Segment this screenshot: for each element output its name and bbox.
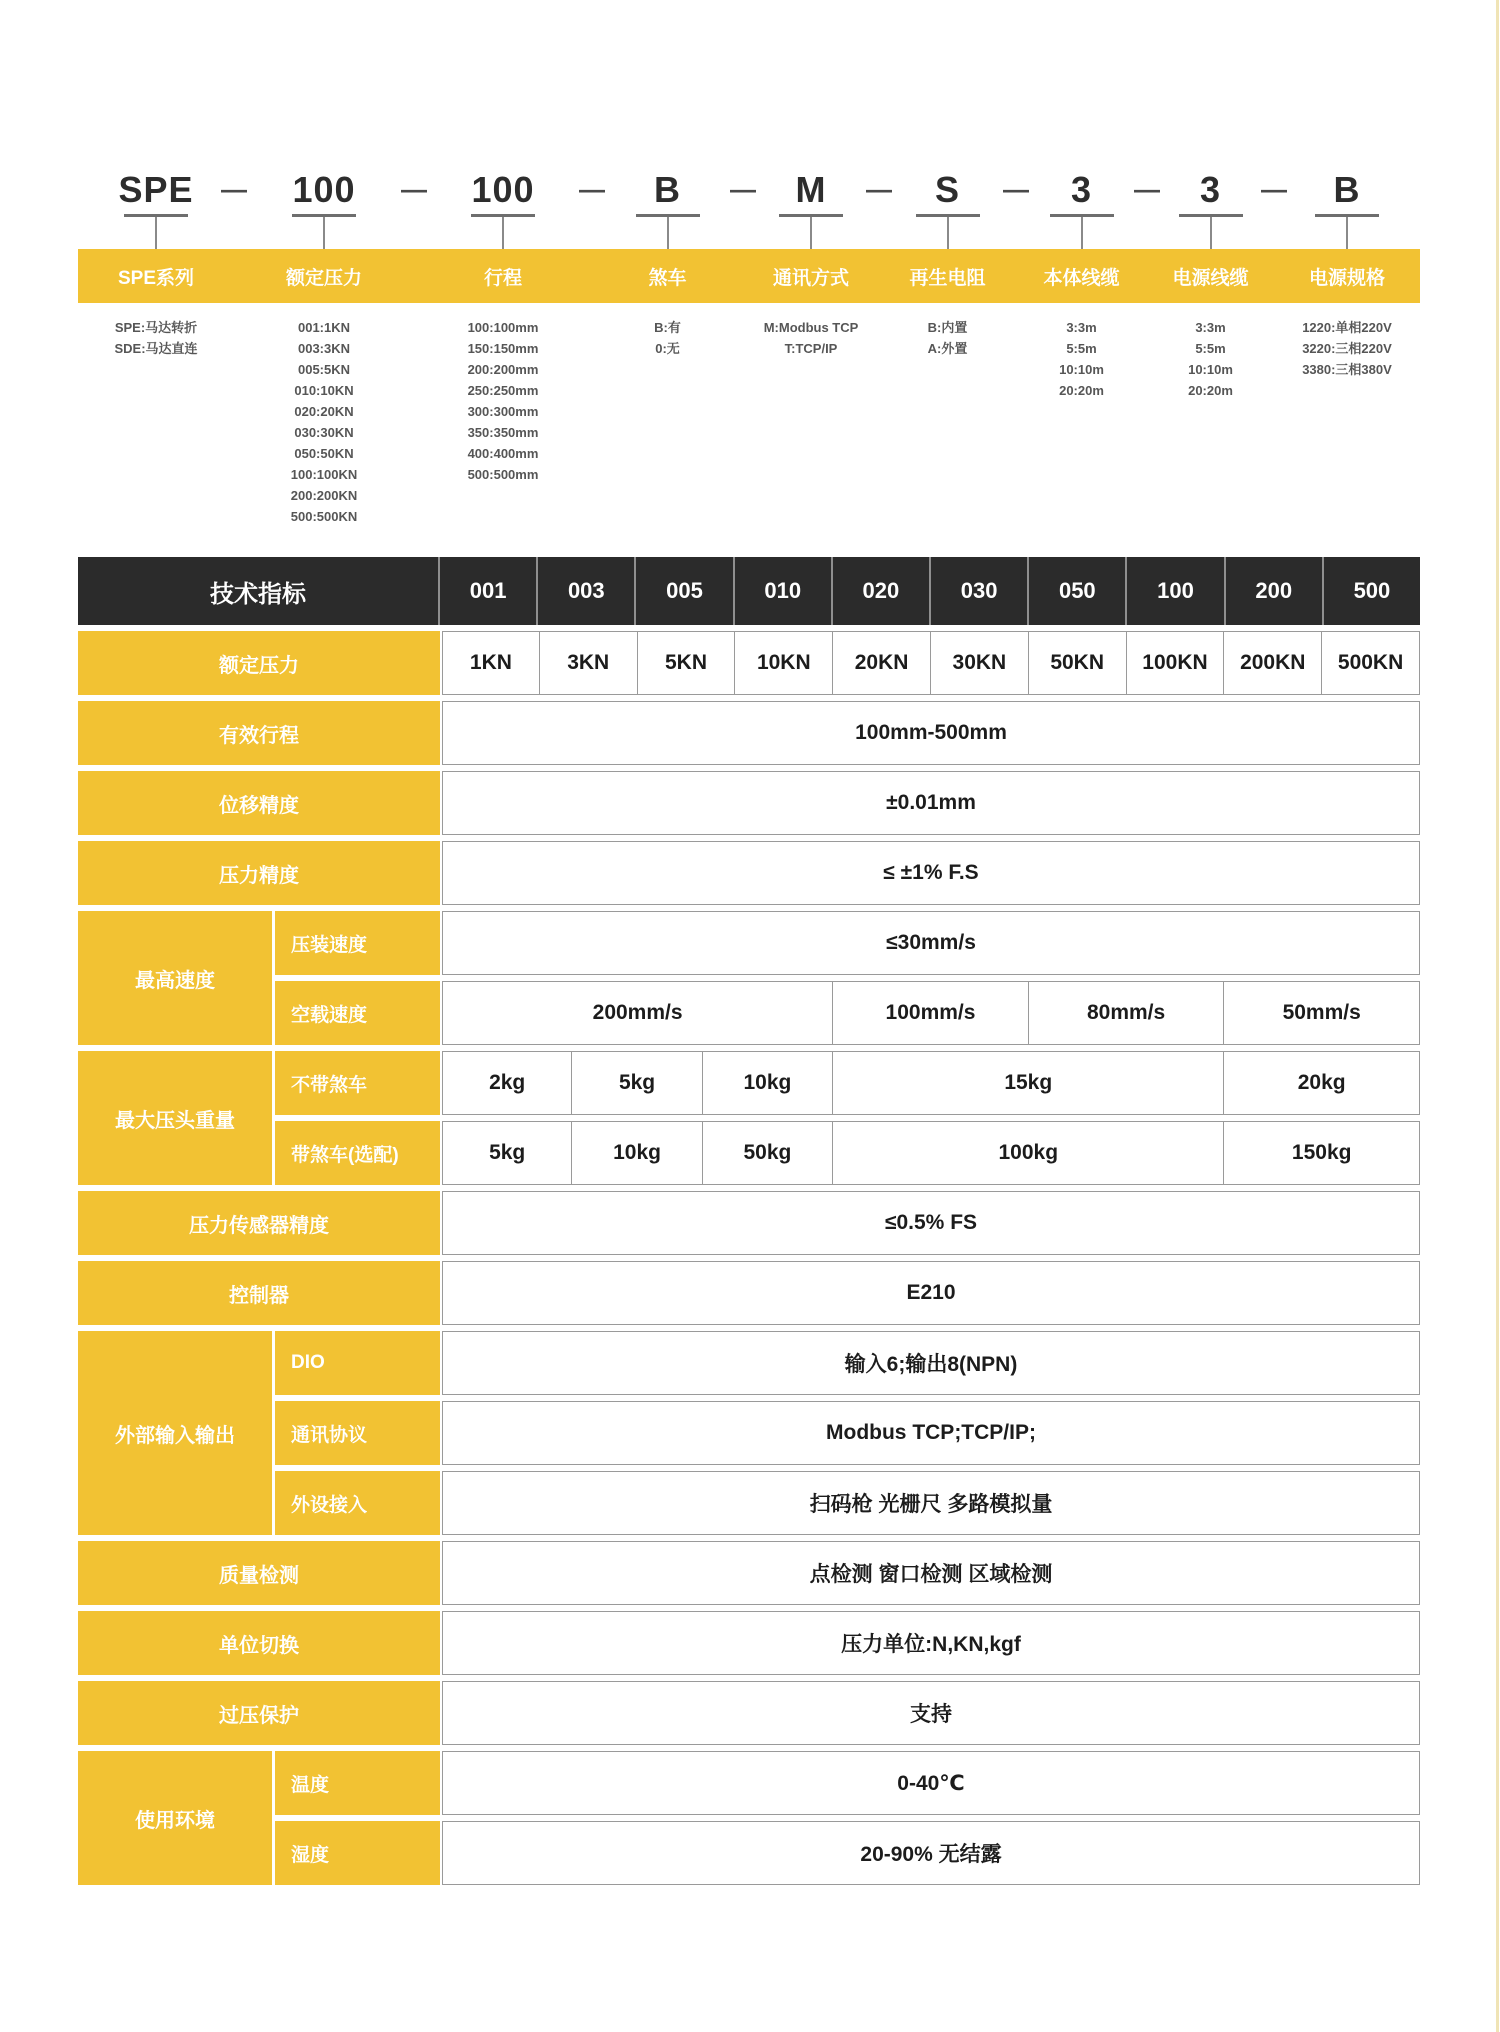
sub-row-label: 带煞车(选配) <box>275 1121 440 1185</box>
value-cell: 5kg <box>442 1121 572 1185</box>
model-code-options <box>78 303 1420 527</box>
value-cell: 支持 <box>442 1681 1420 1745</box>
table-group-row <box>78 911 1420 1045</box>
value-cell: ≤0.5% FS <box>442 1191 1420 1255</box>
code-separator: — <box>579 174 605 204</box>
code-part: 100 <box>292 169 356 210</box>
model-code-column <box>879 169 1029 249</box>
table-row <box>78 1611 1420 1675</box>
option-item: 400:400mm <box>467 446 539 461</box>
value-cell: 30KN <box>931 631 1029 695</box>
segment-label: 电源规格 <box>1308 267 1385 289</box>
option-item: 500:500mm <box>467 467 539 482</box>
option-list <box>1274 303 1420 527</box>
table-sub-row <box>275 1121 1420 1185</box>
value-cell: 0-40℃ <box>442 1751 1420 1815</box>
row-values <box>442 1471 1420 1535</box>
table-header-cell: 200 <box>1224 557 1322 625</box>
option-item: 003:3KN <box>297 341 351 356</box>
option-item: 150:150mm <box>467 341 539 356</box>
row-values <box>442 981 1420 1045</box>
value-cell: Modbus TCP;TCP/IP; <box>442 1401 1420 1465</box>
value-cell: ≤30mm/s <box>442 911 1420 975</box>
value-cell: 100KN <box>1127 631 1225 695</box>
table-row <box>78 1261 1420 1325</box>
value-cell: 2kg <box>442 1051 572 1115</box>
sub-row-label: 不带煞车 <box>275 1051 440 1115</box>
row-values <box>442 1051 1420 1115</box>
value-cell: 1KN <box>442 631 540 695</box>
table-row <box>78 1541 1420 1605</box>
option-item: 050:50KN <box>294 446 354 461</box>
model-code-column <box>78 169 247 249</box>
sub-row-label: 压装速度 <box>275 911 440 975</box>
table-sub-row <box>275 1051 1420 1115</box>
value-cell: 10kg <box>703 1051 833 1115</box>
table-header <box>78 557 1420 625</box>
value-cell: ±0.01mm <box>442 771 1420 835</box>
code-connector-line <box>947 217 949 249</box>
code-part: S <box>934 169 960 210</box>
row-label: 质量检测 <box>78 1541 440 1605</box>
option-item: B:有 <box>654 320 681 335</box>
group-label: 使用环境 <box>78 1751 272 1885</box>
table-sub-row <box>275 1821 1420 1885</box>
model-code-column <box>1274 169 1420 249</box>
table-sub-row <box>275 1331 1420 1395</box>
model-code-band <box>78 249 1420 303</box>
table-header-cell: 020 <box>831 557 929 625</box>
option-item: 0:无 <box>655 341 680 356</box>
segment-label: 行程 <box>483 267 522 289</box>
sub-row-label: 湿度 <box>275 1821 440 1885</box>
group-body <box>275 911 1420 1045</box>
row-values <box>442 1121 1420 1185</box>
option-list <box>743 303 879 527</box>
option-item: 10:10m <box>1188 362 1233 377</box>
value-cell: 3KN <box>540 631 638 695</box>
segment-label: 额定压力 <box>285 267 362 289</box>
table-header-cell: 010 <box>733 557 831 625</box>
table-header-cell: 100 <box>1125 557 1223 625</box>
option-item: 030:30KN <box>294 425 354 440</box>
group-label: 最高速度 <box>78 911 272 1045</box>
value-cell: 10kg <box>572 1121 702 1185</box>
table-group-row <box>78 1051 1420 1185</box>
table-header-cell: 003 <box>536 557 634 625</box>
value-cell: 100mm-500mm <box>442 701 1420 765</box>
table-group-row <box>78 1751 1420 1885</box>
row-label: 额定压力 <box>78 631 440 695</box>
option-item: 3380:三相380V <box>1302 362 1392 377</box>
value-cell: 10KN <box>735 631 833 695</box>
option-item: SDE:马达直连 <box>114 341 198 356</box>
table-header-cell: 005 <box>634 557 732 625</box>
row-values <box>442 1751 1420 1815</box>
option-list <box>414 303 592 527</box>
row-label: 过压保护 <box>78 1681 440 1745</box>
code-separator: — <box>1003 174 1029 204</box>
value-cell: 扫码枪 光栅尺 多路模拟量 <box>442 1471 1420 1535</box>
table-sub-row <box>275 1751 1420 1815</box>
option-item: 20:20m <box>1188 383 1233 398</box>
code-part: 100 <box>471 169 535 210</box>
group-label: 外部输入输出 <box>78 1331 272 1535</box>
option-item: 200:200mm <box>467 362 539 377</box>
row-values <box>442 1821 1420 1885</box>
row-values <box>442 701 1420 765</box>
value-cell: 压力单位:N,KN,kgf <box>442 1611 1420 1675</box>
value-cell: 20kg <box>1224 1051 1420 1115</box>
code-connector-line <box>667 217 669 249</box>
row-values <box>442 1401 1420 1465</box>
table-header-cell: 050 <box>1027 557 1125 625</box>
table-header-columns <box>440 557 1420 625</box>
value-cell: 50kg <box>703 1121 833 1185</box>
segment-label: 再生电阻 <box>909 267 986 289</box>
value-cell: 输入6;输出8(NPN) <box>442 1331 1420 1395</box>
page <box>78 0 1420 1885</box>
option-item: T:TCP/IP <box>784 341 838 356</box>
table-sub-row <box>275 1471 1420 1535</box>
row-label: 控制器 <box>78 1261 440 1325</box>
row-label: 单位切换 <box>78 1611 440 1675</box>
row-values <box>442 1331 1420 1395</box>
table-row <box>78 1191 1420 1255</box>
row-values <box>442 1541 1420 1605</box>
value-cell: 80mm/s <box>1029 981 1225 1045</box>
table-group-row <box>78 1331 1420 1535</box>
code-separator: — <box>221 174 247 204</box>
code-part: SPE <box>118 169 194 210</box>
spec-table-section <box>78 557 1420 1885</box>
value-cell: E210 <box>442 1261 1420 1325</box>
table-sub-row <box>275 911 1420 975</box>
value-cell: 100kg <box>833 1121 1224 1185</box>
table-sub-row <box>275 981 1420 1045</box>
option-item: 010:10KN <box>294 383 354 398</box>
model-code-column <box>743 169 892 249</box>
code-connector-line <box>323 217 325 249</box>
table-sub-row <box>275 1401 1420 1465</box>
sub-row-label: 温度 <box>275 1751 440 1815</box>
value-cell: 200mm/s <box>442 981 833 1045</box>
table-row <box>78 771 1420 835</box>
sub-row-label: 空载速度 <box>275 981 440 1045</box>
code-connector-line <box>1081 217 1083 249</box>
row-values <box>442 1261 1420 1325</box>
group-label: 最大压头重量 <box>78 1051 272 1185</box>
option-list <box>1147 303 1274 527</box>
code-separator: — <box>730 174 756 204</box>
code-part: B <box>654 169 681 210</box>
option-item: 5:5m <box>1066 341 1097 356</box>
row-label: 压力传感器精度 <box>78 1191 440 1255</box>
option-item: 10:10m <box>1059 362 1104 377</box>
value-cell: 100mm/s <box>833 981 1029 1045</box>
table-body <box>78 631 1420 1885</box>
table-row <box>78 1681 1420 1745</box>
model-code-row <box>78 0 1420 249</box>
code-part: 3 <box>1199 169 1222 210</box>
option-list <box>78 303 234 527</box>
row-label: 位移精度 <box>78 771 440 835</box>
value-cell: 50KN <box>1029 631 1127 695</box>
value-cell: 5KN <box>638 631 736 695</box>
table-title: 技术指标 <box>78 557 440 625</box>
sub-row-label: 通讯协议 <box>275 1401 440 1465</box>
segment-label: 通讯方式 <box>772 267 849 289</box>
option-item: 300:300mm <box>467 404 539 419</box>
row-values <box>442 1611 1420 1675</box>
row-values <box>442 911 1420 975</box>
option-list <box>879 303 1016 527</box>
table-row <box>78 841 1420 905</box>
model-code-column <box>1147 169 1287 249</box>
code-connector-line <box>155 217 157 249</box>
option-item: A:外置 <box>927 341 968 356</box>
option-item: 350:350mm <box>467 425 539 440</box>
segment-label: SPE系列 <box>117 267 195 289</box>
code-separator: — <box>401 174 427 204</box>
option-item: 20:20m <box>1059 383 1104 398</box>
option-item: B:内置 <box>927 320 968 335</box>
option-item: M:Modbus TCP <box>763 320 859 335</box>
code-connector-line <box>502 217 504 249</box>
code-connector-line <box>1346 217 1348 249</box>
option-item: 100:100mm <box>467 320 539 335</box>
model-code-column <box>234 169 427 249</box>
segment-label: 本体线缆 <box>1043 267 1120 289</box>
code-connector-line <box>1210 217 1212 249</box>
option-item: 3:3m <box>1066 320 1097 335</box>
page-edge-strip <box>1496 0 1499 2032</box>
code-connector-line <box>810 217 812 249</box>
segment-label: 煞车 <box>648 267 687 289</box>
option-item: 3220:三相220V <box>1302 341 1392 356</box>
row-values <box>442 771 1420 835</box>
code-part: 3 <box>1070 169 1093 210</box>
value-cell: ≤ ±1% F.S <box>442 841 1420 905</box>
row-values <box>442 1191 1420 1255</box>
option-list <box>234 303 414 527</box>
group-body <box>275 1051 1420 1185</box>
option-item: 1220:单相220V <box>1302 320 1392 335</box>
segment-label: 电源线缆 <box>1172 267 1249 289</box>
option-item: 3:3m <box>1195 320 1226 335</box>
table-row <box>78 631 1420 695</box>
option-item: 100:100KN <box>290 467 358 482</box>
row-values <box>442 631 1420 695</box>
table-header-cell: 500 <box>1322 557 1420 625</box>
table-header-cell: 030 <box>929 557 1027 625</box>
option-item: 020:20KN <box>294 404 354 419</box>
row-values <box>442 841 1420 905</box>
sub-row-label: 外设接入 <box>275 1471 440 1535</box>
model-code-section <box>78 0 1420 527</box>
value-cell: 50mm/s <box>1224 981 1420 1045</box>
code-part: M <box>795 169 827 210</box>
row-values <box>442 1681 1420 1745</box>
value-cell: 点检测 窗口检测 区域检测 <box>442 1541 1420 1605</box>
option-item: 005:5KN <box>297 362 351 377</box>
value-cell: 20KN <box>833 631 931 695</box>
table-header-cell: 001 <box>469 578 507 603</box>
code-separator: — <box>866 174 892 204</box>
value-cell: 15kg <box>833 1051 1224 1115</box>
option-list <box>1016 303 1147 527</box>
model-code-column <box>592 169 756 249</box>
model-code-column <box>1016 169 1160 249</box>
option-item: 001:1KN <box>297 320 351 335</box>
group-body <box>275 1751 1420 1885</box>
row-label: 有效行程 <box>78 701 440 765</box>
code-separator: — <box>1261 174 1287 204</box>
value-cell: 500KN <box>1322 631 1420 695</box>
code-part: B <box>1333 169 1361 210</box>
value-cell: 5kg <box>572 1051 702 1115</box>
option-item: 5:5m <box>1195 341 1226 356</box>
group-body <box>275 1331 1420 1535</box>
row-label: 压力精度 <box>78 841 440 905</box>
option-list <box>592 303 743 527</box>
value-cell: 200KN <box>1224 631 1322 695</box>
table-row <box>78 701 1420 765</box>
option-item: SPE:马达转折 <box>114 320 198 335</box>
option-item: 200:200KN <box>290 488 358 503</box>
option-item: 250:250mm <box>467 383 539 398</box>
option-item: 500:500KN <box>290 509 358 524</box>
code-separator: — <box>1134 174 1160 204</box>
model-code-column <box>414 169 605 249</box>
sub-row-label: DIO <box>275 1331 440 1395</box>
value-cell: 20-90% 无结露 <box>442 1821 1420 1885</box>
value-cell: 150kg <box>1224 1121 1420 1185</box>
